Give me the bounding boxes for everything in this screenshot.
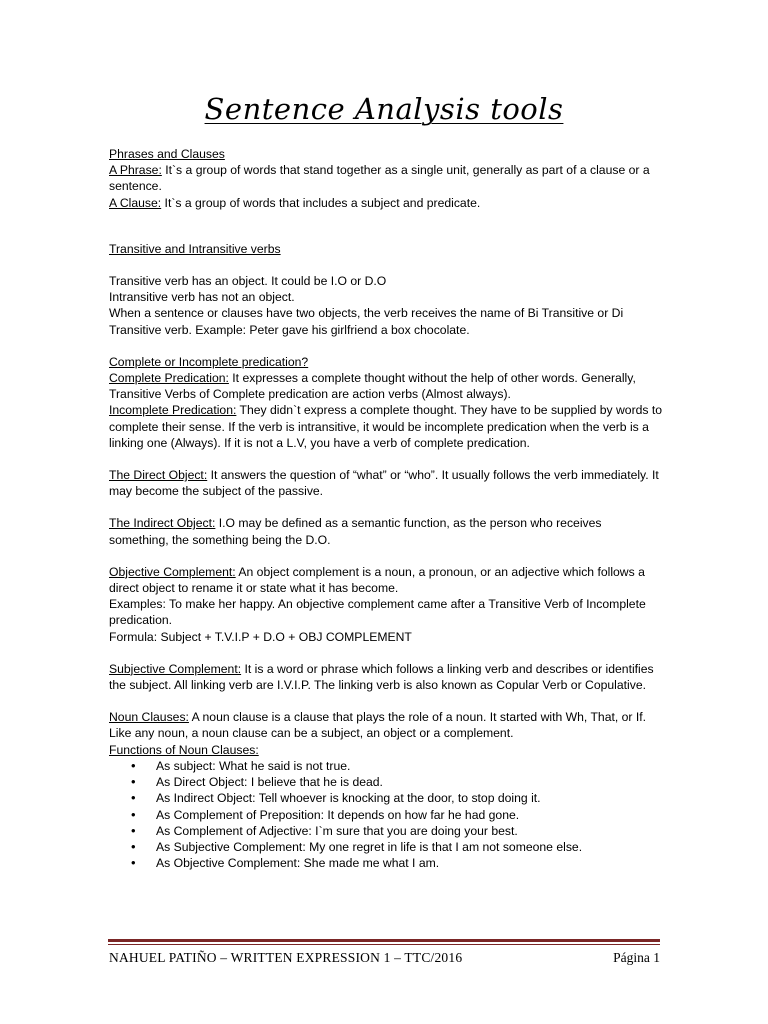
footer-author: NAHUEL PATIÑO – WRITTEN EXPRESSION 1 – TTC/2016 <box>109 950 463 965</box>
noun-clauses-functions-heading: Functions of Noun Clauses: <box>109 742 259 757</box>
objective-complement-examples: Examples: To make her happy. An objective complement came after a Transitive Verb of Incomplete predication. <box>109 597 646 628</box>
list-item: • As Complement of Preposition: It depends on how far he had gone. <box>131 807 663 823</box>
direct-object-definition: The Direct Object: It answers the question of “what” or “who”. It usually follows the verb immediately. It may become the subject of the passive. <box>109 468 659 499</box>
section-heading-phrases: Phrases and Clauses <box>109 147 225 161</box>
section-heading-predication: Complete or Incomplete predication? <box>109 354 309 369</box>
transitive-line-2: Intransitive verb has not an object. <box>109 290 295 305</box>
subjective-complement-definition: Subjective Complement: It is a word or phrase which follows a linking verb and describes or identifies the subject. All linking verb are I.V.I.P. The linking verb is also known as Copular Verb or Copulative. <box>109 661 654 693</box>
list-item: • As Complement of Adjective: I`m sure that you are doing your best. <box>131 823 663 839</box>
document-body <box>109 146 663 871</box>
noun-clauses-functions-list <box>109 758 663 871</box>
noun-clauses-definition: Noun Clauses: A noun clause is a clause that plays the role of a noun. It started with Wh, That, or If. Like any noun, a noun clause can be a subject, an object or a complement. <box>109 710 647 741</box>
objective-complement-definition: Objective Complement: An object complement is a noun, a pronoun, or an adjective which follows a direct object to rename it or state what it has become. <box>109 564 645 596</box>
clause-definition: A Clause: It`s a group of words that includes a subject and predicate. <box>109 195 481 210</box>
indirect-object-definition: The Indirect Object: I.O may be defined as a semantic function, as the person who receives something, the something being the D.O. <box>109 516 602 547</box>
phrase-definition: A Phrase: It`s a group of words that stand together as a single unit, generally as part of a clause or a sentence. <box>109 163 650 194</box>
incomplete-predication: Incomplete Predication: They didn`t express a complete thought. They have to be supplied by words to complete their sense. If the verb is intransitive, it would be incomplete predication when the verb is a linking one (Always). If it is not a L.V, you have a verb of complete predication. <box>109 403 663 450</box>
section-heading-transitive: Transitive and Intransitive verbs <box>109 241 281 256</box>
list-item: • As Objective Complement: She made me what I am. <box>131 855 663 871</box>
page-title: Sentence Analysis tools <box>204 92 564 126</box>
footer-page-number: Página 1 <box>613 950 660 965</box>
transitive-line-3: When a sentence or clauses have two objects, the verb receives the name of Bi Transitive or Di Transitive verb. Example: Peter gave his girlfriend a box chocolate. <box>109 306 624 337</box>
footer-divider-thin <box>108 944 660 945</box>
list-item: • As subject: What he said is not true. <box>131 758 663 774</box>
list-item: • As Subjective Complement: My one regret in life is that I am not someone else. <box>131 839 663 855</box>
objective-complement-formula: Formula: Subject + T.V.I.P + D.O + OBJ COMPLEMENT <box>109 629 412 644</box>
footer-divider <box>108 939 660 942</box>
list-item: • As Direct Object: I believe that he is dead. <box>131 774 663 790</box>
list-item: • As Indirect Object: Tell whoever is knocking at the door, to stop doing it. <box>131 790 663 806</box>
transitive-line-1: Transitive verb has an object. It could be I.O or D.O <box>109 274 387 289</box>
complete-predication: Complete Predication: It expresses a complete thought without the help of other words. Generally, Transitive Verbs of Complete predication are action verbs (Almost always). <box>109 371 636 402</box>
